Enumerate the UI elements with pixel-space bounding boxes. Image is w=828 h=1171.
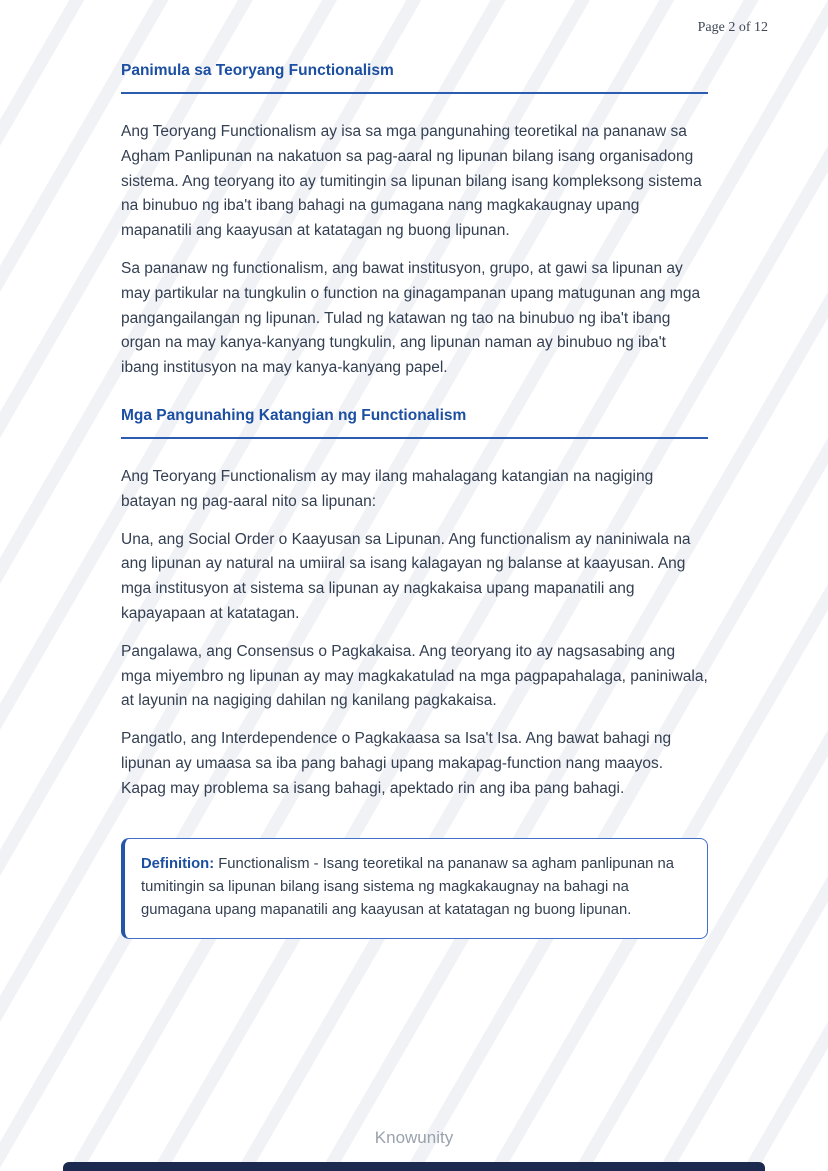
section-heading: Panimula sa Teoryang Functionalism — [121, 62, 708, 94]
section-heading: Mga Pangunahing Katangian ng Functionalism — [121, 407, 708, 439]
definition-label: Definition: — [141, 855, 215, 872]
definition-paragraph — [141, 853, 687, 923]
next-page-edge — [63, 1162, 765, 1171]
page-indicator: Page 2 of 12 — [697, 20, 768, 35]
footer-brand-logo: Knowunity — [374, 1128, 454, 1147]
paragraph: Ang Teoryang Functionalism ay may ilang mahalagang katangian na nagiging batayan ng pag-aaral nito sa lipunan: — [121, 467, 654, 510]
paragraph: Sa pananaw ng functionalism, ang bawat institusyon, grupo, at gawi sa lipunan ay may partikular na tungkulin o function na ginagampanan upang matugunan ang mga pangangailangan ng lipunan. Tulad ng katawan ng tao na binubuo ng iba't ibang organ na may kanya-kanyang tungkulin, ang lipunan naman ay binubuo ng iba't ibang institusyon na may kanya-kanyang papel. — [121, 259, 701, 377]
definition-text: Functionalism - Isang teoretikal na pananaw sa agham panlipunan na tumitingin sa lipunan bilang isang sistema ng magkakaugnay na bahagi na gumagana upang mapanatili ang kaayusan at katatagan ng buong lipunan. — [141, 855, 674, 918]
definition-box — [121, 838, 708, 940]
paragraph: Una, ang Social Order o Kaayusan sa Lipunan. Ang functionalism ay naniniwala na ang lipunan ay natural na umiiral sa isang kalagayan ng balanse at kaayusan. Ang mga institusyon at sistema sa lipunan ay nagkakaisa upang mapanatili ang kapayapaan at katatagan. — [121, 530, 691, 622]
paragraph: Pangalawa, ang Consensus o Pagkakaisa. Ang teoryang ito ay nagsasabing ang mga miyembro ng lipunan ay may magkakatulad na mga pagpapahalaga, paniniwala, at layunin na nagiging dahilan ng kanilang pagkakaisa. — [121, 642, 708, 710]
section-panimula — [121, 62, 708, 381]
section-katangian — [121, 407, 708, 802]
document-content — [121, 62, 708, 939]
paragraph: Ang Teoryang Functionalism ay isa sa mga pangunahing teoretikal na pananaw sa Agham Panlipunan na nakatuon sa pag-aaral ng lipunan bilang isang organisadong sistema. Ang teoryang ito ay tumitingin sa lipunan bilang isang kompleksong sistema na binubuo ng iba't ibang bahagi na gumagana nang magkakaugnay upang mapanatili ang kaayusan at katatagan ng buong lipunan. — [121, 123, 702, 240]
paragraph: Pangatlo, ang Interdependence o Pagkakaasa sa Isa't Isa. Ang bawat bahagi ng lipunan ay umaasa sa iba pang bahagi upang makapag-function nang maayos. Kapag may problema sa isang bahagi, apektado rin ang iba pang bahagi. — [121, 730, 672, 797]
